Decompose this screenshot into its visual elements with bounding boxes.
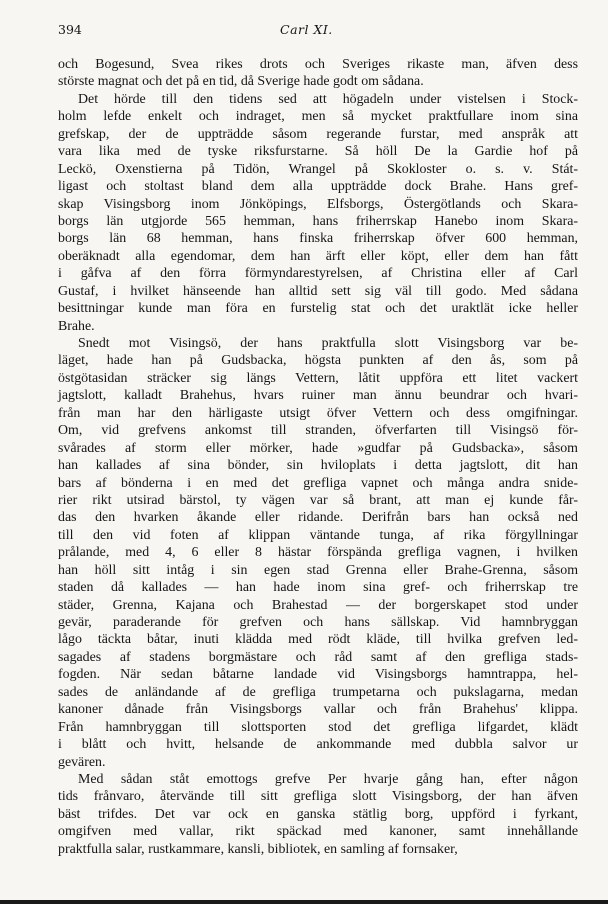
text-line: svårades af storm eller mörker, hade »gudfar på Gudsbacka», såsom [58, 440, 578, 456]
text-line: besittningar kunde man föra en furstelig stat och det uraktlät icke heller [58, 301, 578, 317]
text-line: och Bogesund, Svea rikes drots och Sveriges rikaste man, äfven dess [58, 57, 578, 72]
text-line: sades de anländande af de grefliga trumpetarna och pukslagarna, medan [58, 684, 578, 700]
paragraph [58, 335, 578, 771]
text-line: Med sådan ståt emottogs grefve Per hvarje gång han, efter någon [78, 771, 578, 787]
text-line: Leckö, Oxenstierna på Tidön, Wrangel på Skokloster o. s. v. Stát- [58, 161, 578, 177]
bottom-edge-rule [0, 900, 608, 904]
text-line: rier rikt utsirad bärstol, ty vägen var så brant, att man ej kunde får- [58, 492, 578, 508]
text-line: tids frånvaro, återvände till sitt grefliga slott Visingsborg, der han äfven [58, 789, 578, 805]
text-line: i blått och hvitt, helsande de ankommande med dubbla salvor ur [58, 737, 578, 753]
text-line: östgötasidan sträcker sig längs Vettern, låtit uppföra ett litet vackert [58, 370, 578, 386]
page-number: 394 [58, 22, 82, 37]
paragraph [58, 56, 578, 91]
text-line: lågo täckta båtar, inuti klädda med rödt kläde, till hvilka grefven led- [58, 632, 578, 648]
text-line: störste magnat och det på en tid, då Sverige hade godt om sådana. [58, 74, 424, 90]
text-line: prålande, med 4, 6 eller 8 hästar förspända grefliga vagnen, i hvilken [58, 545, 578, 561]
text-line: bäst trifdes. Det var ock en ganska stätlig borg, uppförd i fyrkant, [58, 806, 578, 822]
text-line: städer, Grenna, Kajana och Brahestad — der borgerskapet stod under [58, 597, 578, 613]
text-line: jagtslott, kalladt Brahehus, hvars ruiner man ännu beundrar och hvari- [58, 388, 578, 404]
text-line: Gustaf, i hvilket hänseende han alltid sett sig väl till godo. Med sådana [58, 283, 578, 299]
text-line: gevären. [58, 754, 106, 770]
text-line: sagades af stadens borgmästare och råd samt af den grefliga stads- [58, 649, 578, 665]
text-line: till den vid foten af klippan väntande tunga, af rika förgyllningar [58, 527, 578, 543]
running-title: Carl XI. [280, 22, 333, 37]
text-line: han kallades af sina bönder, sin hviloplats i detta jagtslott, dit han [58, 458, 578, 474]
text-line: borgs län utgjorde 565 hemman, hans friherrskap Hanebo inom Skara- [58, 213, 578, 229]
text-line: praktfulla salar, rustkammare, kansli, bibliotek, en samling af fornsaker, [58, 841, 458, 857]
text-line: fogden. När sedan båtarne landade vid Visingsborgs hamntrappa, hel- [58, 667, 578, 683]
text-line: Snedt mot Visingsö, der hans praktfulla slott Visingsborg var be- [78, 336, 578, 351]
text-line: läget, hade han på Gudsbacka, högsta punkten af den ås, som på [58, 353, 578, 369]
body-text [58, 56, 578, 858]
text-line: omgifven med vallar, rikt späckad med kanoner, samt innehållande [58, 824, 578, 840]
text-line: oberäknadt alla egendomar, dem han ärft eller köpt, eller dem han fått [58, 248, 578, 264]
text-line: borgs län 68 hemman, hans finska friherrskap öfver 600 hemman, [58, 231, 578, 247]
text-line: skap Visingsborg inom Jönköpings, Elfsborgs, Östergötlands och Skara- [58, 196, 578, 212]
text-line: das den hvarken åkande eller ridande. Derifrån bars han också ned [58, 510, 578, 526]
paragraph [58, 91, 578, 335]
text-line: i gåfva af den förra förmyndarestyrelsen, af Christina eller af Carl [58, 266, 578, 282]
text-line: han höll sitt intåg i sin egen stad Grenna eller Brahe-Grenna, såsom [58, 562, 578, 578]
text-line: gevär, paraderande för grefven och hans sällskap. Vid hamnbryggan [58, 615, 578, 630]
text-line: kanoner dånade från Visingsborgs vallar och från Brahehus' klippa. [58, 702, 578, 718]
text-line: holm lefde enkelt och indraget, men så mycket praktfullare inom sina [58, 109, 578, 125]
paragraph [58, 771, 578, 858]
text-line: Det hörde till den tidens sed att högadeln under vistelsen i Stock- [78, 91, 578, 107]
text-line: från man har den härligaste utsigt öfver Vettern och dess omgifningar. [58, 405, 578, 421]
text-line: staden då kallades — han hade inom sina gref- och friherrskap tre [58, 580, 578, 596]
text-line: grefskap, der de uppträdde såsom regerande furstar, med anspråk att [58, 126, 578, 142]
text-line: Om, vid grefvens ankomst till stranden, öfverfarten till Visingsö för- [58, 423, 578, 439]
text-line: ligast och stoltast bland dem alla uppträdde dock Brahe. Hans gref- [58, 179, 578, 195]
running-head [58, 22, 578, 42]
text-line: bars af bönderna i en med det grefliga vapnet och många andra snide- [58, 475, 578, 491]
text-line: Brahe. [58, 318, 95, 334]
text-line: Från hamnbryggan till slottsporten stod det grefliga lifgardet, klädt [58, 719, 578, 735]
text-line: vara lika med de tyske riksfurstarne. Så höll De la Gardie hof på [58, 144, 578, 160]
